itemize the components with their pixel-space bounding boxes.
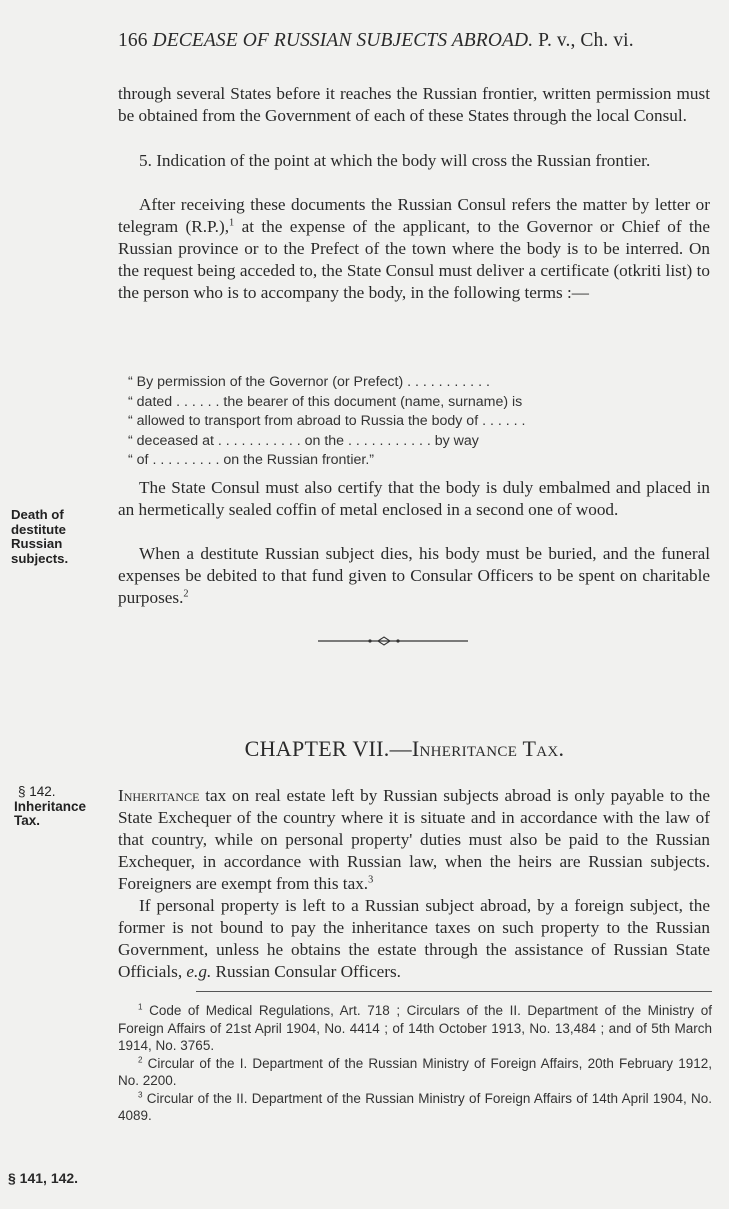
running-title: DECEASE OF RUSSIAN SUBJECTS ABROAD. <box>152 30 534 51</box>
chapter-number: CHAPTER VII. <box>244 736 390 761</box>
paragraph-personal-property: If personal property is left to a Russian subject abroad, by a foreign subject, the former is not bound to pay the inheritance taxes on such property to the Russian Government, unless he obtains the estate through the assistance of Russian State Officials, e.g. Russian Consular Officers. <box>118 896 710 981</box>
margin-note-section-142: § 142. Inheritance Tax. <box>14 784 87 828</box>
footnote-ref-2: 2 <box>183 588 189 600</box>
page-number: 166 <box>118 30 148 51</box>
paragraph-embalmed: The State Consul must also certify that the body is duly embalmed and placed in an hermetically sealed coffin of metal enclosed in a second one of wood. <box>118 478 710 519</box>
margin-note-death: Death of destitute Russian subjects. <box>11 507 69 566</box>
paragraph-inheritance-tax: Inheritance tax on real estate left by Russian subjects abroad is only payable to the State Exchequer of the country where it is situate and in accordance with the law of that country, while on personal property' duties must also be paid to the Russian Exchequer, in accordance with Russian law, when the heirs are Russian subjects. Foreigners are exempt from this tax.$^3$ <box>118 786 710 893</box>
running-section: P. v., Ch. vi. <box>538 30 634 51</box>
ornament-divider <box>318 635 468 647</box>
form-line: “ By permission of the Governor (or Prefect) . . . . . . . . . . . <box>128 374 490 390</box>
running-header <box>118 30 634 52</box>
form-line: “ deceased at . . . . . . . . . . . on the . . . . . . . . . . . by way <box>128 432 479 449</box>
footnote-1: $^1$ Code of Medical Regulations, Art. 718 ; Circulars of the II. Department of the Ministry of Foreign Affairs of 21st April 1904, No. 4414 ; of 14th October 1913, No. 13,484 ; and of 5th March 1914, No. 3765. <box>118 1002 712 1053</box>
paragraph-consul-refers: After receiving these documents the Russian Consul refers the matter by letter or telegram (R.P.),$^1$ at the expense of the applicant, to the Governor or Chief of the Russian province or to the Prefect of the town where the body is to be interred. On the request being acceded to, the State Consul must deliver a certificate (otkriti list) to the person who is to accompany the body, in the following terms :— <box>118 195 710 302</box>
footnote-rule <box>196 991 712 992</box>
certificate-form-text <box>118 373 710 471</box>
footnote-ref-1: 1 <box>229 217 235 229</box>
paragraph-item-5: 5. Indication of the point at which the body will cross the Russian frontier. <box>139 151 651 170</box>
form-line: “ allowed to transport from abroad to Russia the body of . . . . . . <box>128 413 526 429</box>
footnote-2: $^2$ Circular of the I. Department of the Russian Ministry of Foreign Affairs, 20th February 1912, No. 2200. <box>118 1055 712 1088</box>
chapter-heading: CHAPTER VII.—Inheritance Tax. <box>244 736 565 761</box>
paragraph-destitute: When a destitute Russian subject dies, his body must be buried, and the funeral expenses be debited to that fund given to Consular Officers to be spent on charitable purposes.$^2$ <box>118 544 710 607</box>
form-line: “ of . . . . . . . . . on the Russian frontier.” <box>128 452 375 468</box>
footnote-3: $^3$ Circular of the II. Department of the Russian Ministry of Foreign Affairs of 14th April 1904, No. 4089. <box>118 1090 712 1123</box>
footer-section-ref: § 141, 142. <box>8 1170 79 1186</box>
form-line: “ dated . . . . . . the bearer of this document (name, surname) is <box>128 393 523 410</box>
paragraph-continuation: through several States before it reaches the Russian frontier, written permission must be obtained from the Government of each of these States through the local Consul. <box>118 84 710 125</box>
footnote-ref-3: 3 <box>368 874 374 886</box>
footnotes <box>118 1002 712 1125</box>
chapter-title: Inheritance Tax. <box>411 736 565 761</box>
